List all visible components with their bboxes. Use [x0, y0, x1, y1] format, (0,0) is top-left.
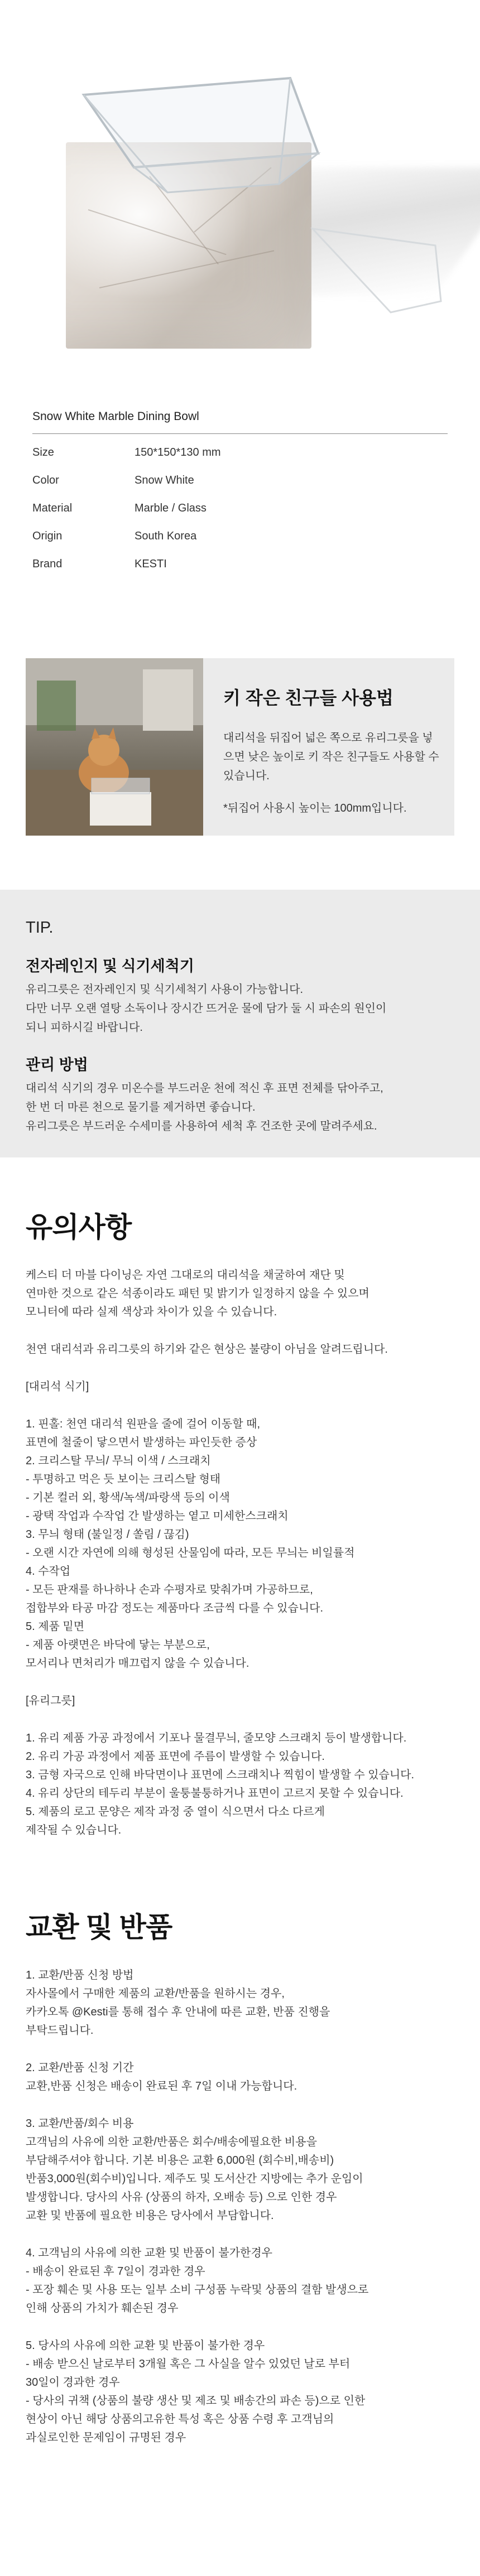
product-name: Snow White Marble Dining Bowl	[32, 410, 448, 434]
notice-glass-list: 1. 유리 제품 가공 과정에서 기포나 물결무늬, 줄모양 스크래치 등이 발생합니다. 2. 유리 가공 과정에서 제품 표면에 주름이 발생할 수 있습니다. 3. 금형 자국으로 인해 바닥면이나 표면에 스크래치나 찍힘이 발생할 수 있습니다. 4. 유리 상단의 테두리 부분이 울퉁불퉁하거나 표면이 고르지 못할 수 있습니다. 5. 제품의 로고 문양은 제작 과정 중 열이 식으면서 다소 다르게 제작될 수 있습니다.	[26, 1732, 415, 1836]
tip-heading-care: 관리 방법	[26, 1057, 88, 1073]
exchange-return-section	[26, 1905, 461, 2447]
spec-value: 150*150*130 mm	[135, 446, 221, 459]
spec-row-color	[32, 466, 448, 494]
tip-line: 대리석 식기의 경우 미온수를 부드러운 천에 적신 후 표면 전체를 닦아주고,	[26, 1082, 383, 1094]
exchange-title: 교환 및 반품	[26, 1912, 172, 1943]
spec-row-size	[32, 438, 448, 466]
tip-heading-microwave: 전자레인지 및 식기세척기	[26, 958, 194, 975]
spec-row-material	[32, 494, 448, 522]
exchange-paragraph: 3. 교환/반품/회수 비용 고객님의 사유에 의한 교환/반품은 회수/배송에필요한 비용을 부담해주셔야 합니다. 기본 비용은 교환 6,000원 (회수비,배송비) 반품3,000원(회수비)입니다. 제주도 및 도서산간 지방에는 추가 운임이 발생합니다. 당사의 사유 (상품의 하자, 오배송 등) 으로 인한 경우 교환 및 반품에 필요한 비용은 당사에서 부담합니다.	[26, 2117, 363, 2222]
notice-subheading-marble: [대리석 식기]	[26, 1381, 89, 1393]
spec-value: KESTI	[135, 557, 167, 570]
product-hero-image	[0, 0, 480, 368]
notice-paragraph: 케스티 더 마블 다이닝은 자연 그대로의 대리석을 채굴하여 재단 및 연마한 것으로 같은 석종이라도 패턴 및 밝기가 일정하지 않을 수 있으며 모니터에 따라 실제 색상과 차이가 있을 수 있습니다.	[26, 1269, 369, 1318]
spec-table	[32, 434, 448, 578]
spec-value: Marble / Glass	[135, 501, 207, 514]
spec-key: Brand	[32, 557, 63, 570]
cat-photo-illustration	[26, 658, 203, 836]
cat-photo	[26, 658, 203, 836]
spec-row-origin	[32, 522, 448, 550]
exchange-paragraph: 4. 고객님의 사유에 의한 교환 및 반품이 불가한경우 - 배송이 완료된 후 7일이 경과한 경우 - 포장 훼손 및 사용 또는 일부 소비 구성품 누락및 상품의 결함 발생으로 인해 상품의 가치가 훼손된 경우	[26, 2247, 369, 2314]
spec-value: Snow White	[135, 474, 194, 486]
spec-key: Color	[32, 474, 59, 486]
tip-line: 유리그릇은 부드러운 수세미를 사용하여 세척 후 건조한 곳에 말려주세요.	[26, 1120, 377, 1132]
notice-marble-list: 1. 핀홀: 천연 대리석 원판을 줄에 걸어 이동할 때, 표면에 철줄이 닿으면서 발생하는 파인듯한 증상 2. 크리스탈 무늬/ 무늬 이색 / 스크래치 - 투명하고 먹은 듯 보이는 크리스탈 형태 - 기본 컬러 외, 황색/녹색/파랑색 등의 이색 - 광택 작업과 수작업 간 발생하는 옅고 미세한스크래치 3. 무늬 형태 (불일정 / 쏠림 / 끊김) - 오랜 시간 자연에 의해 형성된 산물임에 따라, 모든 무늬는 비일률적 4. 수작업 - 모든 판재를 하나하나 손과 수평자로 맞춰가며 가공하므로, 접합부와 타공 마감 정도는 제품마다 조금씩 다를 수 있습니다. 5. 제품 밑면 - 제품 아랫면은 바닥에 닿는 부분으로, 모서리나 면처리가 매끄럽지 않을 수 있습니다.	[26, 1418, 355, 1670]
spec-section	[32, 410, 448, 578]
notice-title: 유의사항	[26, 1212, 132, 1243]
tip-line: 다만 너무 오랜 열탕 소독이나 장시간 뜨거운 물에 담가 둘 시 파손의 원인이	[26, 1002, 387, 1015]
spec-key: Origin	[32, 529, 63, 542]
spec-key: Material	[32, 501, 73, 514]
pet-usage-title: 키 작은 친구들 사용법	[223, 688, 393, 708]
tip-section	[0, 890, 480, 1157]
exchange-paragraph: 1. 교환/반품 신청 방법 자사몰에서 구매한 제품의 교환/반품을 원하시는 경우, 카카오톡 @Kesti를 통해 접수 후 안내에 따른 교환, 반품 진행을 부탁드립니다.	[26, 1969, 330, 2037]
notice-paragraph: 천연 대리석과 유리그릇의 하기와 같은 현상은 불량이 아님을 알려드립니다.	[26, 1343, 388, 1355]
notice-section	[26, 1205, 461, 1840]
tip-label: TIP.	[26, 919, 54, 937]
exchange-paragraph: 5. 당사의 사유에 의한 교환 및 반품이 불가한 경우 - 배송 받으신 날로부터 3개월 혹은 그 사실을 알수 있었던 날로 부터 30일이 경과한 경우 - 당사의 귀책 (상품의 불량 생산 및 제조 및 배송간의 파손 등)으로 인한 현상이 아닌 해당 상품의고유한 특성 혹은 상품 수령 후 고객님의 과실로인한 문제임이 규명된 경우	[26, 2339, 366, 2444]
glass-bowl-illustration	[0, 0, 480, 368]
notice-subheading-glass: [유리그릇]	[26, 1695, 75, 1707]
exchange-paragraph: 2. 교환/반품 신청 기간 교환,반품 신청은 배송이 완료된 후 7일 이내 가능합니다.	[26, 2062, 297, 2092]
tip-line: 유리그릇은 전자레인지 및 식기세척기 사용이 가능합니다.	[26, 983, 304, 996]
spec-row-brand	[32, 550, 448, 578]
spec-key: Size	[32, 446, 54, 459]
pet-usage-note: *뒤집어 사용시 높이는 100mm입니다.	[223, 802, 407, 814]
pet-usage-section	[26, 658, 454, 836]
spec-value: South Korea	[135, 529, 197, 542]
tip-line: 되니 피하시길 바랍니다.	[26, 1021, 143, 1034]
pet-usage-description: 대리석을 뒤집어 넓은 쪽으로 유리그릇을 넣으면 낮은 높이로 키 작은 친구들도 사용할 수 있습니다.	[223, 732, 439, 782]
tip-line: 한 번 더 마른 천으로 물기를 제거하면 좋습니다.	[26, 1101, 256, 1113]
